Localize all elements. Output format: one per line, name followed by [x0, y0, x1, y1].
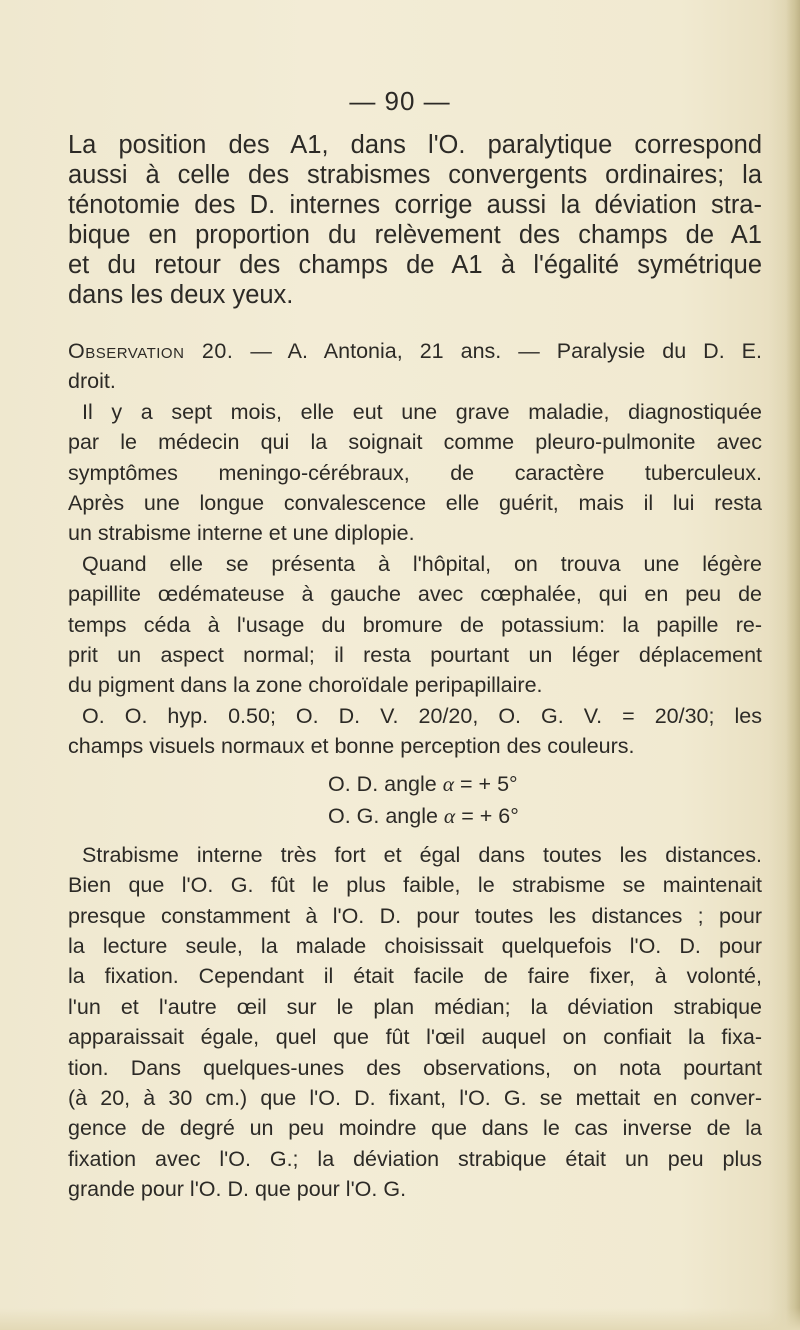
alpha-symbol: α — [443, 803, 456, 828]
intro-paragraph — [68, 130, 762, 310]
angle-label: O. D. angle — [328, 771, 443, 796]
page-body — [68, 130, 762, 1205]
text-line: grande pour l'O. D. que pour l'O. G. — [68, 1177, 407, 1202]
text-line: champs visuels normaux et bonne perception des couleurs. — [68, 734, 635, 759]
text-line: papillite œdémateuse à gauche avec cœphalée, qui en peu de — [68, 582, 762, 607]
angle-value: = + 6° — [455, 803, 519, 828]
text-line: l'un et l'autre œil sur le plan médian; la déviation strabique — [68, 994, 762, 1019]
text-line: Après une longue convalescence elle guérit, mais il lui resta — [68, 491, 762, 516]
text-line: prit un aspect normal; il resta pourtant un léger déplacement — [68, 643, 762, 668]
text-line: fixation avec l'O. G.; la déviation strabique était un peu plus — [68, 1146, 762, 1171]
text-line: du pigment dans la zone choroïdale peripapillaire. — [68, 673, 543, 698]
page-edge-shadow — [786, 0, 800, 1330]
text-line: Strabisme interne très fort et égal dans toutes les distances. — [82, 842, 762, 867]
text-line: tion. Dans quelques-unes des observations, on nota pourtant — [68, 1055, 762, 1080]
text-line: Quand elle se présenta à l'hôpital, on trouva une légère — [82, 551, 762, 576]
text-line: et du retour des champs de A1 à l'égalité symétrique — [68, 251, 762, 279]
text-line: apparaissait égale, quel que fût l'œil auquel on confiait la fixa- — [68, 1025, 762, 1050]
text-line: la fixation. Cependant il était facile de faire fixer, à volonté, — [68, 964, 762, 989]
alpha-symbol: α — [442, 771, 455, 796]
text-line: un strabisme interne et une diplopie. — [68, 521, 415, 546]
page-bottom-shadow — [0, 1308, 800, 1330]
text-line: La position des A1, dans l'O. paralytique correspond — [68, 131, 762, 159]
text-line: par le médecin qui la soignait comme pleuro-pulmonite avec — [68, 430, 762, 455]
text-line: bique en proportion du relèvement des champs de A1 — [68, 221, 762, 249]
observation-paragraph-history — [68, 397, 762, 549]
angle-measurements — [68, 768, 762, 832]
text-line: presque constamment à l'O. D. pour toutes les distances ; pour — [68, 903, 762, 928]
page-number: — 90 — — [349, 86, 451, 116]
observation-paragraph-strabismus — [68, 840, 762, 1205]
angle-line-left-eye — [328, 800, 762, 832]
text-line: (à 20, à 30 cm.) que l'O. D. fixant, l'O. G. se mettait en conver- — [68, 1085, 762, 1110]
observation-heading — [68, 336, 762, 397]
angle-value: = + 5° — [454, 771, 518, 796]
text-line: gence de degré un peu moindre que dans le cas inverse de la — [68, 1116, 762, 1141]
observation-title: Observation 20. — [68, 339, 234, 363]
text-line: la lecture seule, la malade choisissait quelquefois l'O. D. pour — [68, 933, 762, 958]
observation-paragraph-hospital — [68, 549, 762, 701]
text-line: temps céda à l'usage du bromure de potassium: la papille re- — [68, 612, 762, 637]
text-line: aussi à celle des strabismes convergents ordinaires; la — [68, 161, 762, 189]
text-line: O. O. hyp. 0.50; O. D. V. 20/20, O. G. V. = 20/30; les — [82, 703, 762, 728]
text-line: Il y a sept mois, elle eut une grave maladie, diagnostiquée — [82, 399, 762, 424]
angle-line-right-eye — [328, 768, 762, 800]
text-line: dans les deux yeux. — [68, 281, 294, 309]
text-line: ténotomie des D. internes corrige aussi la déviation stra- — [68, 191, 762, 219]
observation-paragraph-vision — [68, 701, 762, 762]
text-line: symptômes meningo-cérébraux, de caractère tuberculeux. — [68, 460, 762, 485]
angle-label: O. G. angle — [328, 803, 444, 828]
heading-line — [68, 336, 762, 366]
observation-subject: — A. Antonia, 21 ans. — Paralysie du D. E. — [233, 339, 762, 363]
text-line: Bien que l'O. G. fût le plus faible, le strabisme se maintenait — [68, 873, 762, 898]
text-line: droit. — [68, 369, 116, 394]
